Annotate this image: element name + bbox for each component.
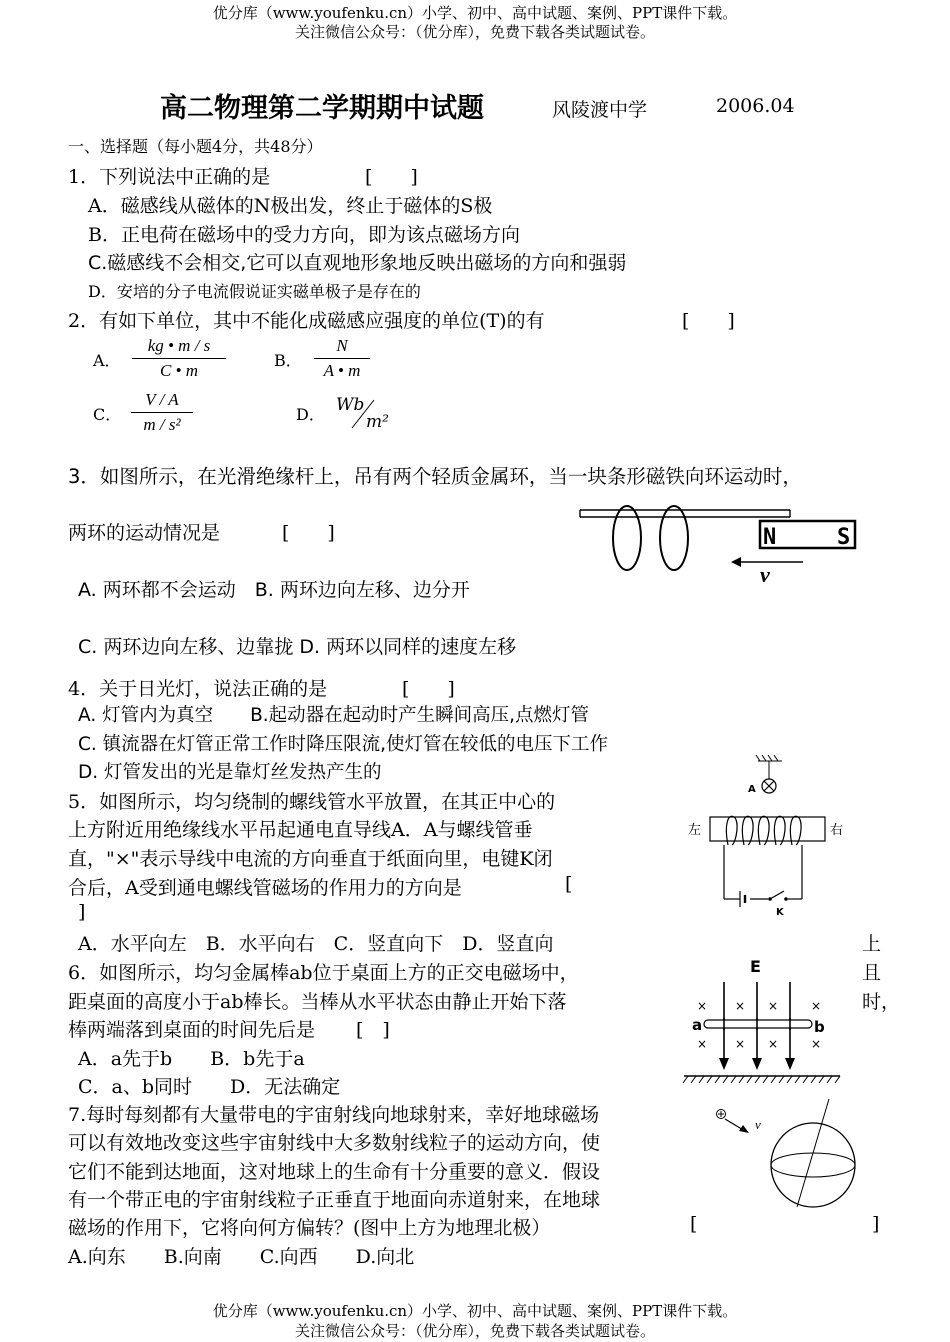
footer-line-2: 关注微信公众号：（优分库），免费下载各类试题试卷。 — [294, 1322, 655, 1340]
q2-option-b-label: B． — [274, 351, 302, 370]
svg-text:×: × — [810, 999, 822, 1013]
q2-answer-bracket[interactable]: [ ] — [682, 310, 735, 332]
switch-k-icon — [768, 891, 788, 901]
q1-stem: 1．下列说法中正确的是 — [68, 166, 271, 188]
particle-arrowhead-icon — [739, 1125, 749, 1133]
earth-equator — [771, 1153, 855, 1177]
q7-line-4: 有一个带正电的宇宙射线粒子正垂直于地面向赤道射来，在地球 — [68, 1189, 601, 1211]
velocity-label: v — [760, 562, 770, 587]
q2-option-c-numerator: V / A — [145, 390, 179, 409]
q2-option-a-numerator: kg • m / s — [147, 336, 211, 355]
metal-ring-left — [613, 506, 641, 570]
q4-answer-bracket[interactable]: [ ] — [402, 678, 455, 700]
q1-option-c: C.磁感线不会相交,它可以直观地形象地反映出磁场的方向和强弱 — [88, 252, 627, 274]
q5-options: A．水平向左 B．水平向右 C．竖直向下 D．竖直向 — [78, 933, 554, 955]
metal-rod-ab — [704, 1020, 812, 1028]
switch-k-label: K — [776, 907, 784, 918]
q2-option-b-numerator: N — [336, 336, 348, 355]
q7-line-2: 可以有效地改变这些宇宙射线中大多数射线粒子的运动方向，使 — [68, 1132, 601, 1154]
q2-option-d-denominator: m² — [366, 412, 389, 432]
q1-option-b: B．正电荷在磁场中的受力方向，即为该点磁场方向 — [88, 224, 520, 246]
q6-line-1: 6．如图所示，均匀金属棒ab位于桌面上方的正交电磁场中， — [68, 962, 579, 984]
svg-text:×: × — [767, 999, 779, 1013]
q5-line-3: 直，"×"表示导线中电流的方向垂直于纸面向里，电键K闭 — [68, 848, 553, 870]
solenoid-right-label: 右 — [830, 823, 844, 838]
metal-ring-right — [660, 506, 688, 570]
q6-line-2-end: 时， — [862, 991, 901, 1013]
q7-bracket-close[interactable]: ] — [872, 1213, 880, 1235]
svg-text:×: × — [810, 1037, 822, 1051]
q3-options-ab: A. 两环都不会运动 B. 两环边向左移、边分开 — [78, 579, 470, 601]
q5-line-2: 上方附近用绝缘线水平吊起通电直导线A．A与螺线管垂 — [68, 819, 533, 841]
section-heading: 一、选择题（每小题4分，共48分） — [68, 137, 323, 156]
battery-icon — [740, 891, 745, 907]
magnet-pole-s: S — [837, 525, 851, 550]
q1-option-d: D．安培的分子电流假说证实磁单极子是存在的 — [88, 282, 421, 301]
q4-stem: 4．关于日光灯，说法正确的是 — [68, 678, 328, 700]
field-arrowheads-icon — [719, 1058, 795, 1070]
solenoid-left-label: 左 — [688, 823, 702, 838]
tabletop-hatching — [683, 1076, 840, 1083]
q7-line-1: 7.每时每刻都有大量带电的宇宙射线向地球射来，幸好地球磁场 — [68, 1104, 600, 1126]
page-title: 高二物理第二学期期中试题 — [160, 93, 484, 124]
q7-line-3: 它们不能到达地面，这对地球上的生命有十分重要的意义．假设 — [68, 1161, 601, 1183]
q6-options-ab: A．a先于b B．b先于a — [78, 1048, 305, 1070]
q3-figure-rings-magnet — [575, 500, 865, 590]
q2-option-c-fraction — [131, 390, 193, 435]
particle-velocity-label: v — [755, 1117, 761, 1132]
wire-a-label: A — [748, 784, 756, 795]
svg-text:×: × — [734, 1037, 746, 1051]
q7-bracket-open[interactable]: [ — [690, 1213, 698, 1235]
q2-option-a-label: A． — [93, 351, 121, 370]
q6-options-cd: C．a、b同时 D．无法确定 — [78, 1076, 341, 1098]
q4-options-ab: A. 灯管内为真空 B.起动器在起动时产生瞬间高压,点燃灯管 — [78, 705, 590, 726]
q1-option-a: A．磁感线从磁体的N极出发，终止于磁体的S极 — [88, 195, 493, 217]
q2-option-a-denominator: C • m — [159, 361, 199, 380]
rod-end-b-label: b — [814, 1018, 825, 1036]
q6-line-3: 棒两端落到桌面的时间先后是 — [68, 1019, 316, 1041]
q7-options: A.向东 B.向南 C.向西 D.向北 — [68, 1246, 415, 1268]
q3-options-cd: C. 两环边向左移、边靠拢 D. 两环以同样的速度左移 — [78, 636, 517, 658]
q4-option-c: C. 镇流器在灯管正常工作时降压限流,使灯管在较低的电压下工作 — [78, 734, 609, 755]
q2-option-c-label: C． — [93, 405, 122, 424]
field-e-label: E — [750, 957, 761, 976]
q6-answer-bracket[interactable]: [ ] — [356, 1019, 390, 1041]
q3-stem-2: 两环的运动情况是 — [68, 522, 221, 544]
q1-answer-bracket[interactable]: [ ] — [365, 166, 418, 188]
q6-line-1-end: 且 — [862, 962, 882, 984]
q7-line-5: 磁场的作用下，它将向何方偏转？(图中上方为地理北极） — [68, 1217, 551, 1239]
header-line-2: 关注微信公众号：（优分库），免费下载各类试题试卷。 — [294, 23, 655, 41]
circuit-wires — [724, 845, 802, 899]
q7-figure-earth — [705, 1095, 885, 1210]
velocity-arrowhead-icon — [731, 557, 741, 567]
svg-text:×: × — [696, 1037, 708, 1051]
svg-text:×: × — [734, 999, 746, 1013]
q3-stem: 3．如图所示，在光滑绝缘杆上，吊有两个轻质金属环，当一块条形磁铁向环运动时， — [68, 465, 802, 488]
header-line-1: 优分库（www.youfenku.cn）小学、初中、高中试题、案例、PPT课件下载。 — [212, 4, 738, 22]
exam-date: 2006.04 — [716, 95, 795, 117]
school-name: 风陵渡中学 — [552, 99, 648, 121]
q2-option-a-fraction — [132, 336, 226, 381]
q2-option-d-label: D． — [296, 405, 325, 424]
ceiling-hanger — [756, 755, 782, 779]
q2-stem: 2．有如下单位，其中不能化成磁感应强度的单位(T)的有 — [68, 310, 545, 332]
q6-line-2: 距桌面的高度小于ab棒长。当棒从水平状态由静止开始下落 — [68, 991, 567, 1013]
q5-bracket-close[interactable]: ] — [78, 901, 86, 923]
q3-answer-bracket[interactable]: [ ] — [282, 522, 335, 544]
q2-option-c-denominator: m / s² — [143, 415, 181, 434]
q5-bracket-open[interactable]: [ — [565, 873, 573, 895]
rod-end-a-label: a — [692, 1016, 703, 1034]
footer-line-1: 优分库（www.youfenku.cn）小学、初中、高中试题、案例、PPT课件下载。 — [212, 1302, 738, 1320]
q5-options-end: 上 — [862, 933, 882, 955]
q5-line-4: 合后，A受到通电螺线管磁场的作用力的方向是 — [68, 877, 462, 899]
q5-figure-solenoid — [680, 755, 850, 920]
q2-option-b-fraction — [314, 336, 370, 381]
svg-text:×: × — [767, 1037, 779, 1051]
earth-globe — [771, 1123, 855, 1207]
q6-figure-em-field — [680, 952, 845, 1088]
q2-option-b-denominator: A • m — [323, 361, 361, 380]
q4-option-d: D. 灯管发出的光是靠灯丝发热产生的 — [78, 762, 382, 783]
q5-line-1: 5．如图所示，均匀绕制的螺线管水平放置，在其正中心的 — [68, 791, 556, 813]
svg-text:×: × — [696, 999, 708, 1013]
magnet-pole-n: N — [763, 525, 777, 550]
q2-option-d-numerator: Wb — [336, 395, 365, 415]
